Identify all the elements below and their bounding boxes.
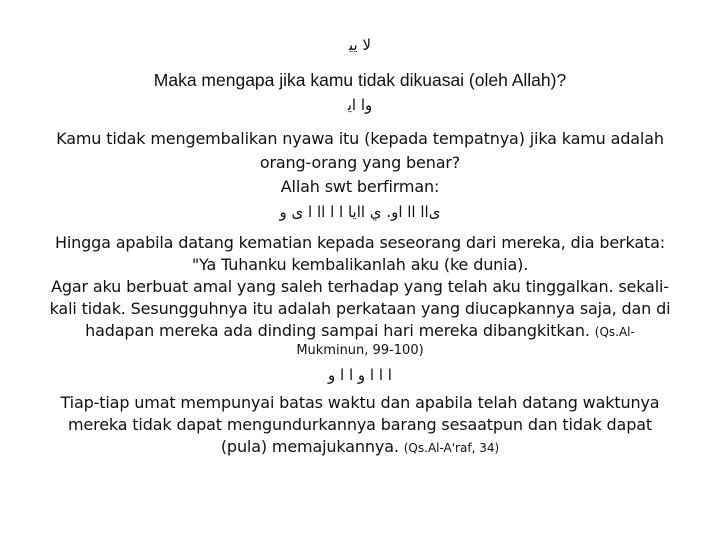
passage-1-line-2: orang-orang yang benar? (259, 153, 461, 172)
passage-2-line-5-text: hadapan mereka ada dinding sampai hari mereka dibangkitkan. (85, 321, 590, 340)
passage-2-line-2: "Ya Tuhanku kembalikanlah aku (ke dunia). (191, 255, 529, 274)
passage-3-citation: (Qs.Al-A'raf, 34) (403, 441, 500, 455)
arabic-verse-1: ﻻ ﻳﻴ (348, 36, 372, 54)
passage-2-line-4: kali tidak. Sesungguhnya itu adalah perkataan yang diucapkannya saja, dan di (49, 299, 671, 318)
passage-1-line-1: Kamu tidak mengembalikan nyawa itu (kepada tempatnya) jika kamu adalah (56, 129, 664, 148)
passage-3-line-3-text: (pula) memajukannya. (220, 437, 399, 456)
arabic-verse-3: ﻯﺍﺍ ﺍﺍ ﺍﻭ. ﻱ ﺍﺍﻳﺎ ﺍ ﺍ ﺍﺍ ﺍ ﻯ ﻭ (279, 203, 441, 221)
passage-2-citation-end: Mukminun, 99-100) (296, 343, 424, 358)
passage-1-heading: Maka mengapa jika kamu tidak dikuasai (oleh Allah)? (153, 70, 567, 90)
passage-2-line-5 (0, 321, 720, 340)
arabic-verse-4: ﺍ ﺍ ﺍ ﻭ ﺍ ﺍ ﻭ (328, 366, 392, 384)
passage-2-line-3: Agar aku berbuat amal yang saleh terhadap yang telah aku tinggalkan. sekali- (51, 277, 669, 296)
passage-2-citation-start: (Qs.Al- (594, 325, 635, 339)
passage-1-line-3: Allah swt berfirman: (280, 177, 440, 196)
passage-3-line-1: Tiap-tiap umat mempunyai batas waktu dan apabila telah datang waktunya (60, 393, 660, 412)
passage-3-line-3 (0, 437, 720, 456)
passage-3-line-2: mereka tidak dapat mengundurkannya barang sesaatpun dan tidak dapat (67, 415, 652, 434)
arabic-verse-2: ﻭﺍ ﺍﻳ (347, 96, 373, 114)
passage-2-line-1: Hingga apabila datang kematian kepada seseorang dari mereka, dia berkata: (55, 233, 665, 252)
